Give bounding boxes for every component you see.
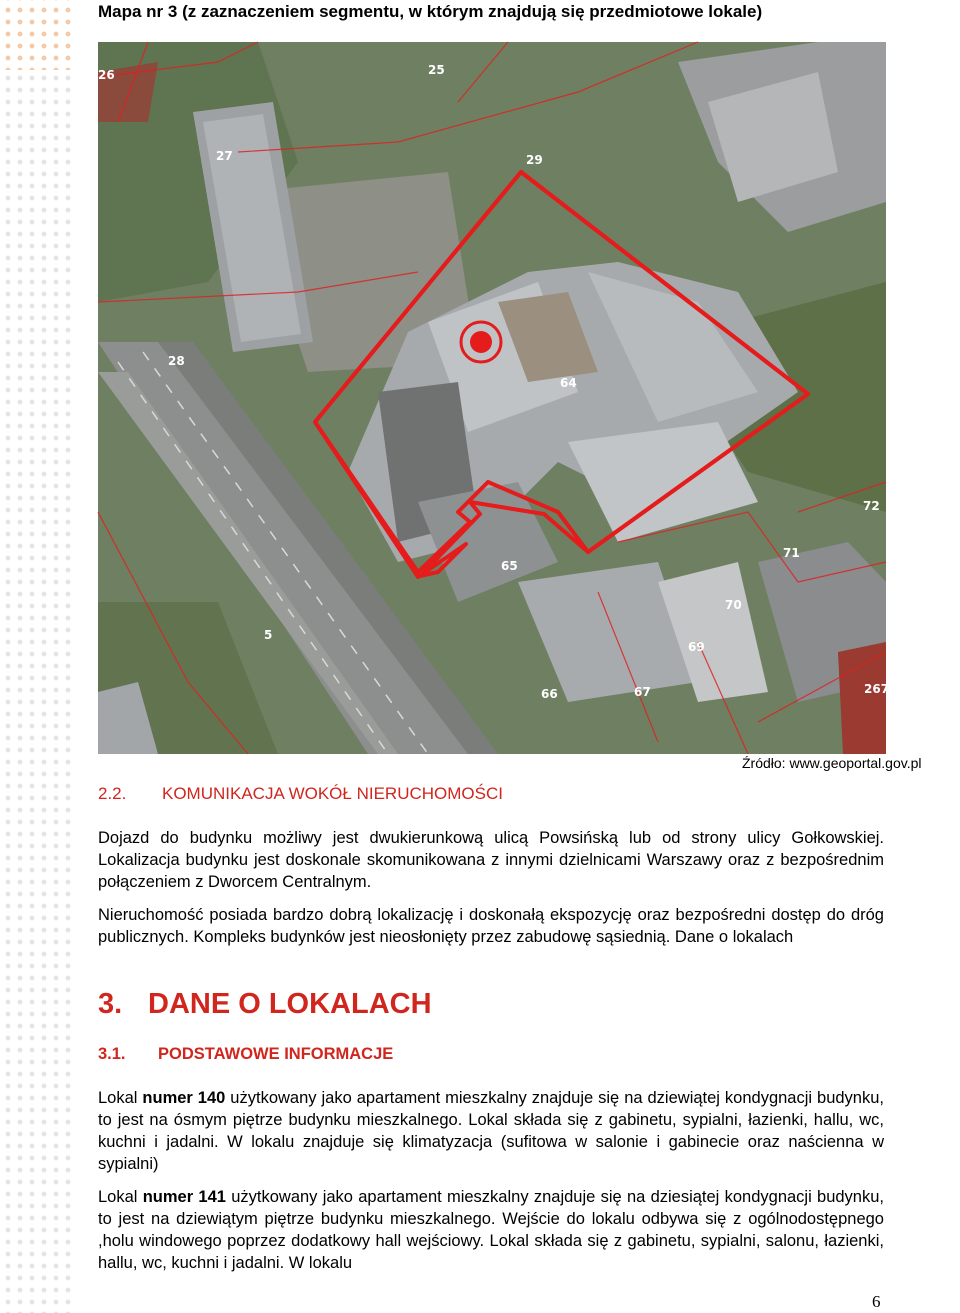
parcel-label: 66 xyxy=(541,687,558,701)
aerial-map-drawing xyxy=(98,42,890,754)
parcel-label: 5 xyxy=(264,628,273,642)
section-heading-3 xyxy=(98,988,432,1021)
section-title: PODSTAWOWE INFORMACJE xyxy=(158,1045,394,1063)
parcel-label: 267 xyxy=(864,682,890,696)
lokal-141-number: numer 141 xyxy=(142,1188,226,1206)
parcel-label: 27 xyxy=(216,149,233,163)
parcel-label: 26 xyxy=(98,68,115,82)
section-number: 3.1. xyxy=(98,1045,126,1063)
lokal-140-number: numer 140 xyxy=(142,1089,226,1107)
section-number: 3. xyxy=(98,988,123,1020)
paragraph-location: Nieruchomość posiada bardzo dobrą lokalizację i doskonałą ekspozycję oraz bezpośredni dostęp do dróg publicznych. Kompleks budynków jest nieosłonięty przez zabudowę sąsiednią. Dane o lokalach xyxy=(98,906,884,946)
decorative-dot-border xyxy=(0,0,74,1313)
parcel-label: 28 xyxy=(168,354,185,368)
parcel-label: 65 xyxy=(501,559,518,573)
parcel-label: 71 xyxy=(783,546,800,560)
parcel-label: 72 xyxy=(863,499,880,513)
section-heading-3-1 xyxy=(98,1045,393,1064)
aerial-map xyxy=(98,42,890,754)
parcel-label: 69 xyxy=(688,640,705,654)
map-source: Źródło: www.geoportal.gov.pl xyxy=(742,755,922,771)
lokal-141-pre: Lokal xyxy=(98,1188,143,1206)
lokal-141-text: użytkowany jako apartament mieszkalny znajduje się na dziesiątej kondygnacji budynku, to jest na dziewiątym piętrze budynku mieszkalnego. Wejście do lokalu odbywa się z ogólnodostępnego ,holu windowego poprzez dodatkowy hall wejściowy. Lokal składa się z gabinetu, sypialni, salonu, łazienki, hallu, wc, kuchni i jadalni. W lokalu xyxy=(98,1188,884,1272)
paragraph-access: Dojazd do budynku możliwy jest dwukierunkową ulicą Powsińską lub od strony ulicy Gołkowskiej. Lokalizacja budynku jest doskonale skomunikowana z innymi dzielnicami Warszawy oraz z bezpośrednim połączeniem z Dworcem Centralnym. xyxy=(98,829,884,891)
parcel-label: 29 xyxy=(526,153,543,167)
page-number: 6 xyxy=(872,1292,881,1311)
paragraph-lokal-141 xyxy=(98,1186,884,1274)
paragraph-lokal-140 xyxy=(98,1087,884,1175)
section-heading-2-2 xyxy=(98,784,503,804)
location-marker-dot xyxy=(470,331,492,353)
parcel-label: 67 xyxy=(634,685,651,699)
map-title: Mapa nr 3 (z zaznaczeniem segmentu, w którym znajdują się przedmiotowe lokale) xyxy=(98,2,763,21)
lokal-140-pre: Lokal xyxy=(98,1089,143,1107)
section-title: DANE O LOKALACH xyxy=(148,988,432,1020)
section-number: 2.2. xyxy=(98,784,127,803)
parcel-label: 70 xyxy=(725,598,742,612)
section-title: KOMUNIKACJA WOKÓŁ NIERUCHOMOŚCI xyxy=(162,784,503,803)
parcel-label: 25 xyxy=(428,63,445,77)
lokal-140-text: użytkowany jako apartament mieszkalny znajduje się na dziewiątej kondygnacji budynku, to jest na ósmym piętrze budynku mieszkalnego. Lokal składa się z gabinetu, sypialni, łazienki, hallu, wc, kuchni i jadalni. W lokalu znajduje się klimatyzacja (sufitowa w salonie i gabinecie oraz naścienna w sypialni) xyxy=(98,1089,884,1173)
parcel-label: 64 xyxy=(560,376,577,390)
